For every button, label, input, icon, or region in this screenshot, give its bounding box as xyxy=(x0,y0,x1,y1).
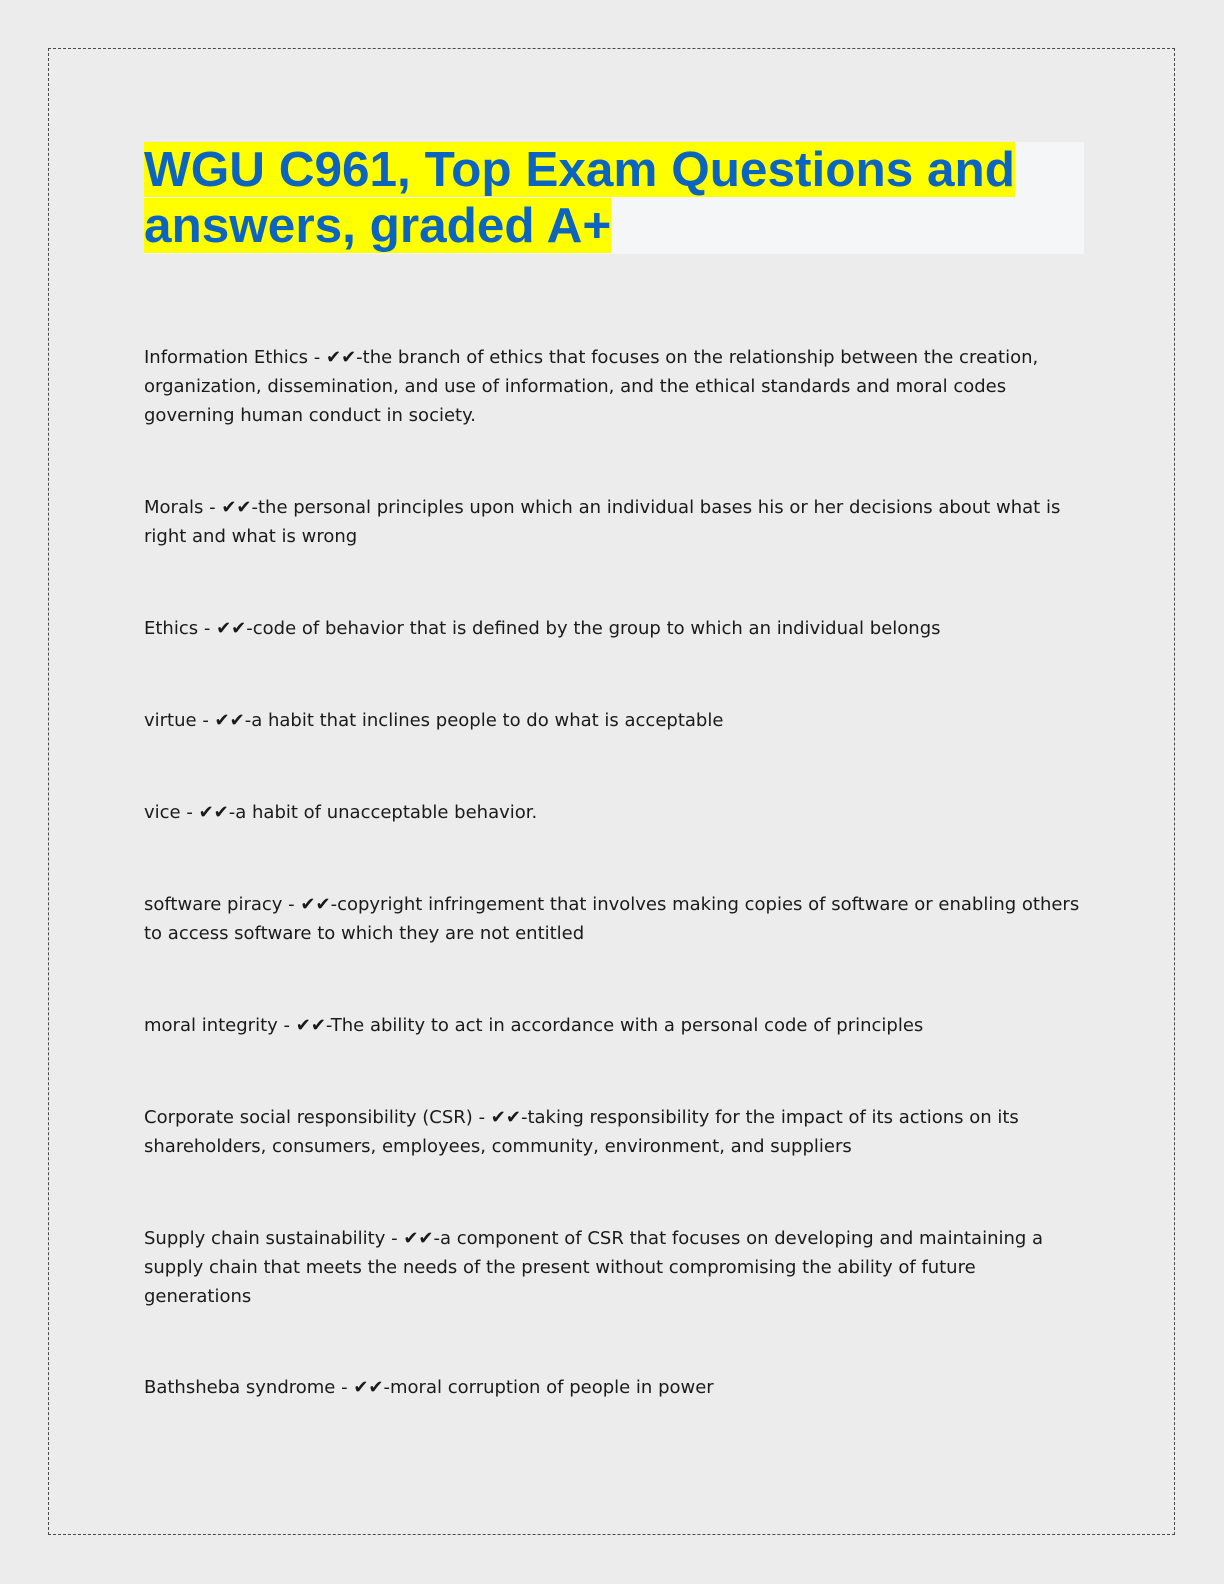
entry-term: Morals xyxy=(144,497,204,518)
entry-definition: moral corruption of people in power xyxy=(390,1377,714,1398)
entry-term: Bathsheba syndrome xyxy=(144,1377,336,1398)
entry-term: Ethics xyxy=(144,618,199,639)
entry-term: virtue xyxy=(144,710,197,731)
double-check-icon: ✔✔ xyxy=(214,710,245,731)
entry-definition: The ability to act in accordance with a personal code of principles xyxy=(330,1015,924,1036)
entry-term: Information Ethics xyxy=(144,347,309,368)
entry-software-piracy: software piracy - ✔✔-copyright infringement that involves making copies of software or enabling others to access software to which they are not entitled xyxy=(144,894,1080,944)
entry-term: moral integrity xyxy=(144,1015,278,1036)
double-check-icon: ✔✔ xyxy=(403,1228,434,1249)
title-highlight: WGU C961, Top Exam Questions and answers, graded A+ xyxy=(144,142,1015,253)
entry-definition: the personal principles upon which an individual bases his or her decisions about what is right and what is wrong xyxy=(144,497,1061,547)
entry-definition: copyright infringement that involves making copies of software or enabling others to access software to which they are not entitled xyxy=(144,894,1080,944)
entry-morals: Morals - ✔✔-the personal principles upon which an individual bases his or her decisions about what is right and what is wrong xyxy=(144,497,1061,547)
entry-csr: Corporate social responsibility (CSR) - ✔✔-taking responsibility for the impact of its actions on its shareholders, consumers, employees, community, environment, and suppliers xyxy=(144,1107,1019,1157)
double-check-icon: ✔✔ xyxy=(325,347,357,368)
entry-definition: a habit of unacceptable behavior. xyxy=(235,802,538,823)
entry-definition: code of behavior that is defined by the group to which an individual belongs xyxy=(252,618,941,639)
entry-moral-integrity: moral integrity - ✔✔-The ability to act in accordance with a personal code of principles xyxy=(144,1015,924,1036)
entry-definition: a component of CSR that focuses on developing and maintaining a supply chain that meets the needs of the present without compromising the ability of future generations xyxy=(144,1228,1044,1307)
page-border xyxy=(48,48,1175,1535)
entry-definition: taking responsibility for the impact of its actions on its shareholders, consumers, employees, community, environment, and suppliers xyxy=(144,1107,1019,1157)
entry-ethics: Ethics - ✔✔-code of behavior that is defined by the group to which an individual belongs xyxy=(144,618,941,639)
entry-term: vice xyxy=(144,802,181,823)
title-block xyxy=(144,142,1084,254)
entry-vice: vice - ✔✔-a habit of unacceptable behavior. xyxy=(144,802,538,823)
entry-bathsheba-syndrome: Bathsheba syndrome - ✔✔-moral corruption of people in power xyxy=(144,1377,714,1398)
double-check-icon: ✔✔ xyxy=(300,894,331,915)
entry-term: Supply chain sustainability xyxy=(144,1228,386,1249)
entry-term: software piracy xyxy=(144,894,283,915)
entry-virtue: virtue - ✔✔-a habit that inclines people to do what is acceptable xyxy=(144,710,724,731)
double-check-icon: ✔✔ xyxy=(353,1377,384,1398)
entry-definition: the branch of ethics that focuses on the relationship between the creation, organization, dissemination, and use of information, and the ethical standards and moral codes governing human conduct in society. xyxy=(144,347,1039,426)
double-check-icon: ✔✔ xyxy=(490,1107,521,1128)
double-check-icon: ✔✔ xyxy=(216,618,247,639)
double-check-icon: ✔✔ xyxy=(198,802,229,823)
entry-supply-chain-sustainability: Supply chain sustainability - ✔✔-a component of CSR that focuses on developing and maintaining a supply chain that meets the needs of the present without compromising the ability of future generations xyxy=(144,1228,1044,1307)
entry-definition: a habit that inclines people to do what is acceptable xyxy=(251,710,724,731)
entry-term: Corporate social responsibility (CSR) xyxy=(144,1107,473,1128)
double-check-icon: ✔✔ xyxy=(221,497,252,518)
double-check-icon: ✔✔ xyxy=(295,1015,326,1036)
entry-information-ethics: Information Ethics - ✔✔-the branch of ethics that focuses on the relationship between the creation, organization, dissemination, and use of information, and the ethical standards and moral codes governing human conduct in society. xyxy=(144,347,1039,426)
document-title xyxy=(144,142,1084,254)
